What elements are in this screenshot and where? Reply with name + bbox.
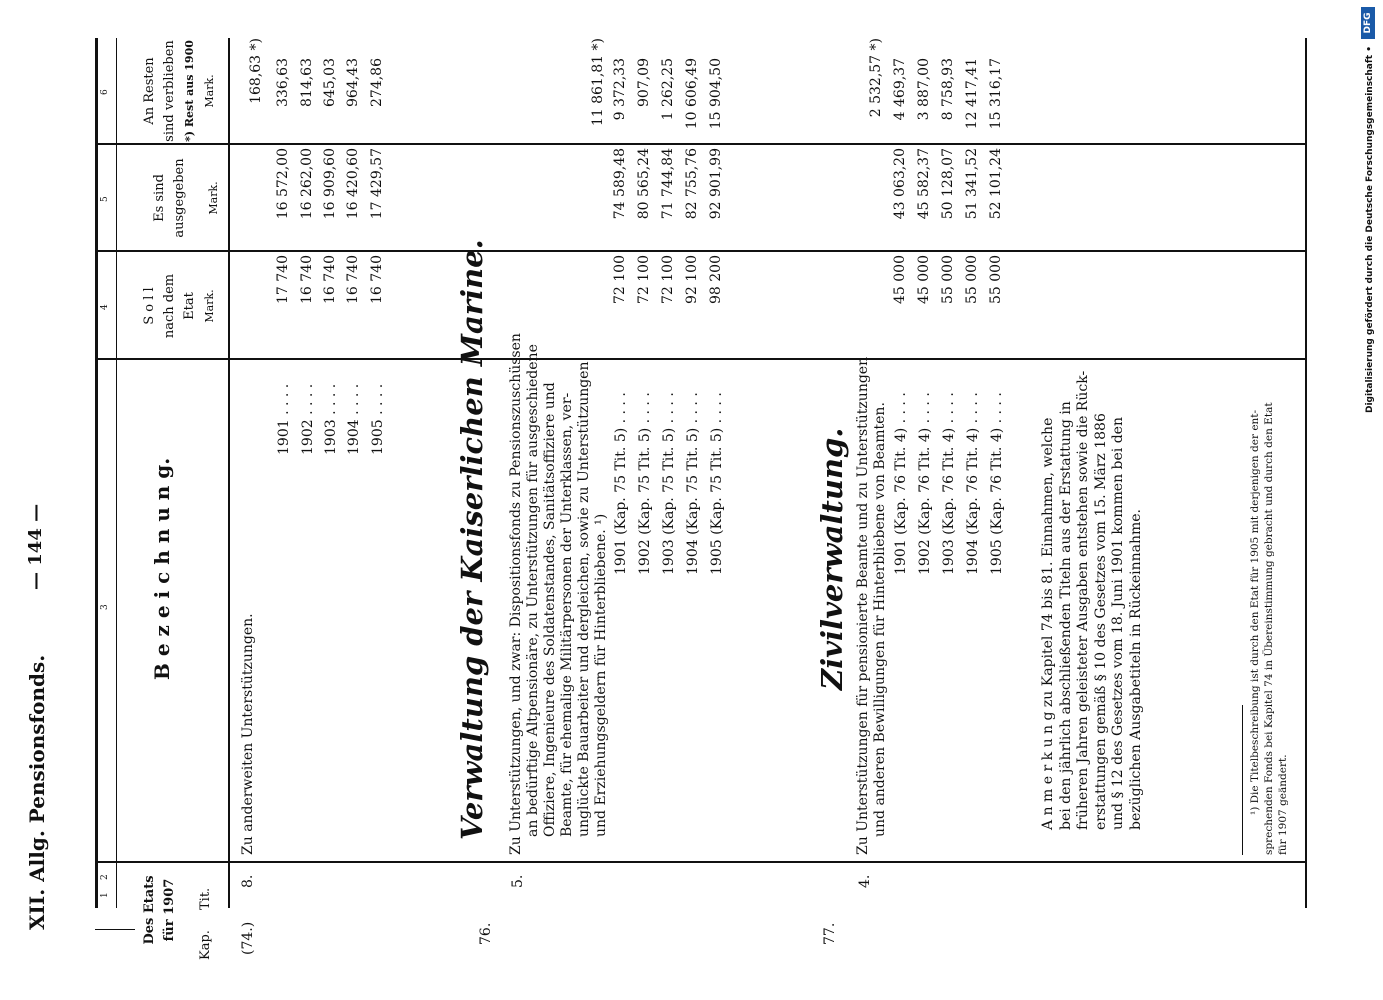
- s2-row2-rest: 9 372,33: [612, 58, 628, 121]
- s3-row5-ausg: 52 101,24: [988, 148, 1004, 220]
- s3-row5-label: 1905 (Kap. 76 Tit. 4) . . . .: [989, 392, 1005, 575]
- footnote: [1248, 402, 1290, 855]
- s1-row1-label: 1901 . . . .: [276, 383, 292, 455]
- s2-row1-soll: 72 100: [612, 255, 628, 304]
- s1-row2-label: 1902 . . . .: [300, 383, 316, 455]
- s1-row5-soll: 16 740: [369, 255, 385, 304]
- s3-row3-ausg: 50 128,07: [940, 148, 956, 220]
- soll-line2: nach dem: [162, 273, 177, 339]
- s3-row1-rest: 2 532,57 *): [868, 38, 884, 118]
- s2-row5-ausg: 92 901,99: [708, 148, 724, 220]
- s2-row6-rest: 15 904,50: [708, 58, 724, 130]
- s2-row3-soll: 72 100: [660, 255, 676, 304]
- s1-row3-ausg: 16 909,60: [322, 148, 338, 220]
- s3-row2-rest: 4 469,37: [892, 58, 908, 121]
- s2-row4-soll: 92 100: [684, 255, 700, 304]
- footnote-rule: [1242, 705, 1243, 855]
- s1-row2-soll: 16 740: [299, 255, 315, 304]
- s1-row1-ausg: 16 572,00: [275, 148, 291, 220]
- colnum-rule: [116, 38, 117, 908]
- s1-row3-rest: 814,63: [299, 58, 315, 107]
- fn-line2: sprechenden Fonds bei Kapitel 74 in Übereinstimmung gebracht und durch den Etat: [1263, 402, 1275, 855]
- s2-text-line5: unglückte Bauarbeiter und dergleichen, sowie zu Unterstützungen: [576, 361, 592, 837]
- s3-row3-rest: 3 887,00: [916, 58, 932, 121]
- s3-row1-soll: 45 000: [892, 255, 908, 304]
- s1-row4-soll: 16 740: [345, 255, 361, 304]
- s2-row3-label: 1903 (Kap. 75 Tit. 5) . . . .: [661, 392, 677, 575]
- s1-row5-ausg: 17 429,57: [369, 148, 385, 220]
- dfg-credit-sidebar: [1360, 0, 1383, 1000]
- s2-row2-ausg: 80 565,24: [636, 148, 652, 220]
- etat-line1: Des Etats: [142, 875, 157, 945]
- s3-row2-label: 1902 (Kap. 76 Tit. 4) . . . .: [917, 392, 933, 575]
- section3-kap: 77.: [822, 922, 838, 945]
- s2-text-line1: Zu Unterstützungen, und zwar: Dispositionsfonds zu Pensionszuschüssen: [508, 333, 524, 855]
- s3-row6-rest: 15 316,17: [988, 58, 1004, 130]
- colnum-1: 1: [100, 892, 110, 898]
- soll-line1: S o l l: [142, 287, 157, 325]
- s2-row4-label: 1904 (Kap. 75 Tit. 5) . . . .: [685, 392, 701, 575]
- colnum-4: 4: [100, 304, 110, 310]
- s2-text-line4: Beamte, für ehemalige Militärpersonen der Unterklassen, ver-: [559, 392, 575, 837]
- s2-row5-rest: 10 606,49: [684, 58, 700, 130]
- dfg-credit-text: Digitalisierung gefördert durch die Deutsche Forschungsgemeinschaft •: [1365, 46, 1375, 413]
- s2-text-line2: an bedürftige Altpensionäre, zu Unterstützungen für ausgeschiedene: [525, 344, 541, 837]
- s2-row3-ausg: 71 744,84: [660, 148, 676, 220]
- s1-row4-rest: 645,03: [322, 58, 338, 107]
- section1-tit: 8.: [240, 874, 256, 888]
- s1-row3-soll: 16 740: [322, 255, 338, 304]
- s3-row4-soll: 55 000: [964, 255, 980, 304]
- fn-line3: für 1907 geändert.: [1277, 754, 1289, 855]
- s3-text-line2: und anderen Bewilligungen für Hinterbliebene von Beamten.: [872, 402, 888, 837]
- s3-row2-ausg: 45 582,37: [916, 148, 932, 220]
- rest-line1: An Resten: [142, 57, 157, 125]
- rest-unit: Mark.: [203, 74, 216, 108]
- fn-line1: ¹) Die Titelbeschreibung ist durch den Etat für 1905 mit derjenigen der ent-: [1249, 409, 1261, 815]
- s3-row3-soll: 55 000: [940, 255, 956, 304]
- dfg-logo: DFG: [1361, 7, 1375, 39]
- colnum-2: 2: [100, 874, 110, 880]
- col-head-rest: [140, 37, 220, 145]
- s3-text-line1: Zu Unterstützungen für pensionierte Beamte und zu Unterstützungen: [855, 356, 871, 855]
- table-bottom-rule: [1305, 38, 1307, 908]
- s3-row5-rest: 12 417,41: [964, 58, 980, 130]
- soll-line3: Etat: [182, 292, 197, 320]
- colnum-6: 6: [100, 89, 110, 95]
- s2-row5-label: 1905 (Kap. 75 Tit. 5) . . . .: [709, 392, 725, 575]
- s2-row2-label: 1902 (Kap. 75 Tit. 5) . . . .: [637, 392, 653, 575]
- anm-line4: erstattungen gemäß § 10 des Gesetzes vom 15. März 1886: [1092, 413, 1109, 830]
- col-divider-etat: [95, 861, 1307, 863]
- col-head-soll: [140, 252, 220, 360]
- s3-row1-ausg: 43 063,20: [892, 148, 908, 220]
- section1-text: Zu anderweiten Unterstützungen.: [240, 613, 256, 855]
- s2-row1-ausg: 74 589,48: [612, 148, 628, 220]
- s2-row5-soll: 98 200: [708, 255, 724, 304]
- anm-line3: früheren Jahren geleisteter Ausgaben entstehen sowie die Rück-: [1075, 370, 1091, 830]
- soll-unit: Mark.: [203, 289, 216, 323]
- anm-line1: A n m e r k u n g zu Kapitel 74 bis 81. Einnahmen, welche: [1040, 417, 1056, 830]
- s1-row2-rest: 336,63: [275, 58, 291, 107]
- section2-tit: 5.: [510, 874, 526, 888]
- s2-row1-rest: 11 861,81 *): [590, 38, 606, 127]
- s3-row3-label: 1903 (Kap. 76 Tit. 4) . . . .: [941, 392, 957, 575]
- header-bottom-rule: [228, 38, 230, 908]
- running-title: XII. Allg. Pensionsfonds.: [25, 654, 49, 930]
- table-top-rule: [95, 38, 98, 908]
- s2-row3-rest: 907,09: [636, 58, 652, 107]
- col-divider-soll: [95, 358, 1307, 360]
- section2-kap: 76.: [478, 922, 494, 945]
- etat-line2: für 1907: [162, 878, 177, 942]
- s3-row5-soll: 55 000: [988, 255, 1004, 304]
- s2-text-line6: und Erziehungsgeldern für Hinterbliebene. ¹): [593, 513, 609, 837]
- s1-row5-label: 1905 . . . .: [370, 383, 386, 455]
- s1-row5-rest: 964,43: [345, 58, 361, 107]
- anm-line5: und § 12 des Gesetzes vom 18. Juni 1901 kommen bei den: [1110, 417, 1126, 830]
- section2-text: [508, 333, 610, 855]
- s1-row1-rest: 168,63 *): [248, 38, 264, 104]
- s1-row6-rest: 274,86: [369, 58, 385, 107]
- colnum-3: 3: [100, 604, 110, 610]
- section2-heading: Verwaltung der Kaiserlichen Marine.: [455, 239, 489, 840]
- anm-line2: bei den jährlich abschließenden Titeln aus der Erstattung in: [1057, 401, 1074, 830]
- s1-row4-ausg: 16 420,60: [345, 148, 361, 220]
- s2-row2-soll: 72 100: [636, 255, 652, 304]
- s2-text-line3: Offiziere, Ingenieure des Soldatenstandes, Sanitätsoffiziere und: [542, 382, 558, 837]
- ausg-line1: Es sind: [152, 174, 167, 222]
- col-head-tit: Tit.: [198, 887, 213, 910]
- s1-row3-label: 1903 . . . .: [323, 383, 339, 455]
- s2-row1-label: 1901 (Kap. 75 Tit. 5) . . . .: [613, 392, 629, 575]
- col-divider-rest: [95, 143, 1307, 145]
- section1-kap: (74.): [240, 921, 256, 955]
- s2-row4-rest: 1 262,25: [660, 58, 676, 121]
- s3-row4-rest: 8 758,93: [940, 58, 956, 121]
- rest-line2: sind verblieben: [162, 40, 177, 142]
- col-head-bezeichnung: B e z e i c h n u n g.: [150, 457, 174, 680]
- ausg-unit: Mark.: [207, 181, 220, 215]
- section3-heading: Zivilverwaltung.: [815, 427, 849, 690]
- section3-tit: 4.: [857, 874, 873, 888]
- page-number: — 144 —: [25, 503, 46, 590]
- col-head-kap: Kap.: [198, 930, 213, 960]
- colnum-5: 5: [100, 196, 110, 202]
- s3-row2-soll: 45 000: [916, 255, 932, 304]
- s2-row4-ausg: 82 755,76: [684, 148, 700, 220]
- col-divider-kap-tit: [95, 929, 135, 930]
- col-head-etat: [140, 860, 180, 960]
- col-divider-ausg: [95, 250, 1307, 252]
- rest-line3: *) Rest aus 1900: [183, 40, 196, 142]
- s1-row1-soll: 17 740: [275, 255, 291, 304]
- s1-row2-ausg: 16 262,00: [299, 148, 315, 220]
- s3-row4-label: 1904 (Kap. 76 Tit. 4) . . . .: [965, 392, 981, 575]
- s1-row4-label: 1904 . . . .: [346, 383, 362, 455]
- s3-row1-label: 1901 (Kap. 76 Tit. 4) . . . .: [893, 392, 909, 575]
- anm-line6: bezüglichen Ausgabetiteln in Rückeinnahme.: [1127, 509, 1144, 830]
- s3-row4-ausg: 51 341,52: [964, 148, 980, 220]
- anmerkung: [1040, 371, 1145, 830]
- ausg-line2: ausgegeben: [172, 158, 187, 238]
- section3-text: [855, 357, 889, 855]
- col-head-ausg: [150, 144, 224, 252]
